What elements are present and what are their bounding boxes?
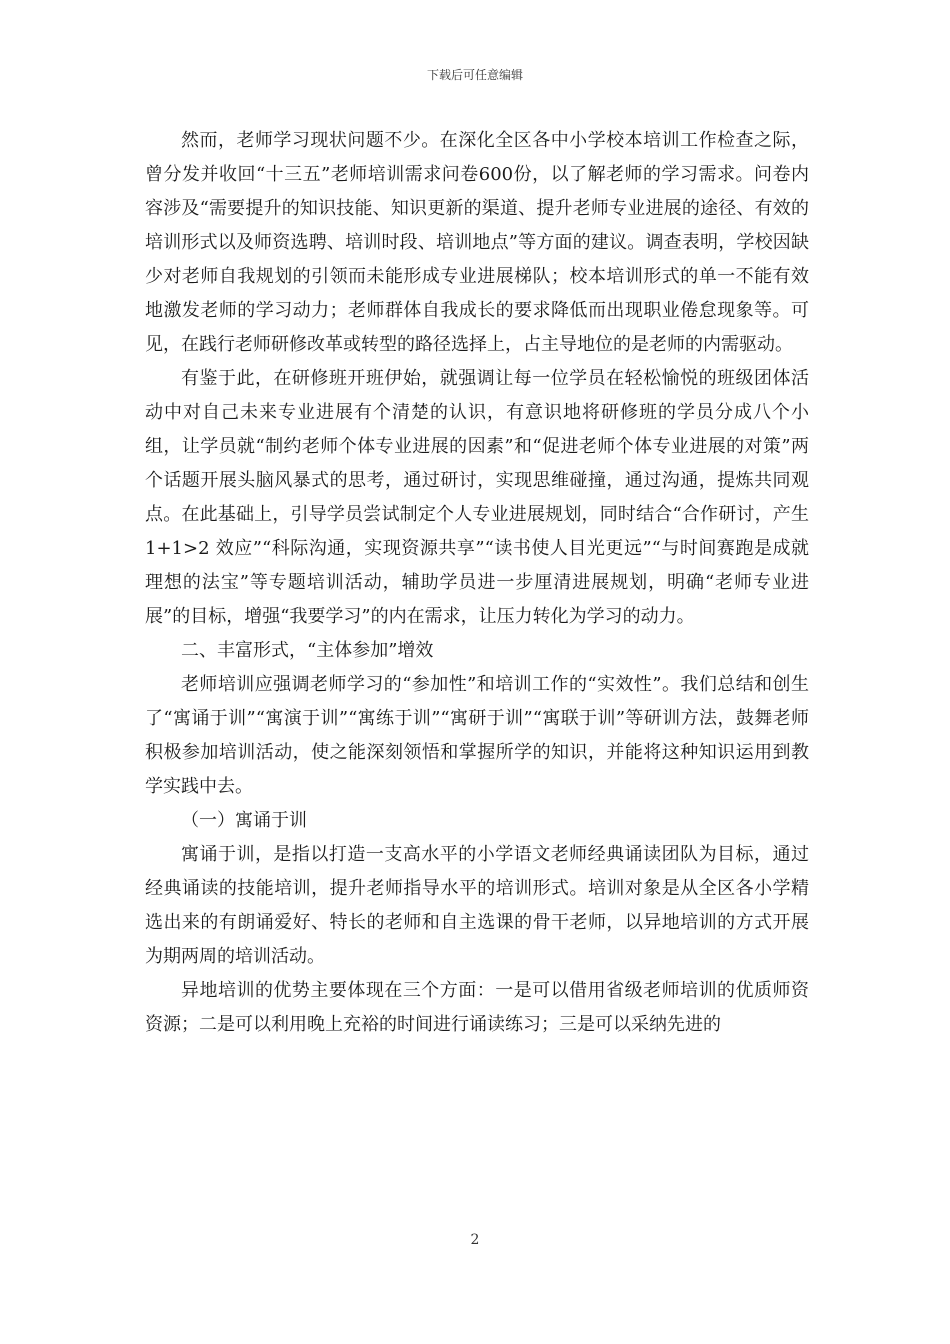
body-paragraph: 老师培训应强调老师学习的“参加性”和培训工作的“实效性”。我们总结和创生了“寓诵于训”“寓演于训”“寓练于训”“寓研于训”“寓联于训”等研训方法，鼓舞老师积极参加培训活动，使之能深刻领悟和掌握所学的知识，并能将这种知识运用到教学实践中去。 [145, 674, 809, 797]
subsection-heading: （一）寓诵于训 [181, 810, 307, 831]
page-header-note: 下载后可任意编辑 [426, 68, 523, 82]
document-body [145, 124, 809, 1042]
body-paragraph: 异地培训的优势主要体现在三个方面：一是可以借用省级老师培训的优质师资资源；二是可以利用晚上充裕的时间进行诵读练习；三是可以采纳先进的 [145, 980, 809, 1035]
page-number: 2 [470, 1232, 480, 1248]
body-paragraph: 寓诵于训，是指以打造一支高水平的小学语文老师经典诵读团队为目标，通过经典诵读的技能培训，提升老师指导水平的培训形式。培训对象是从全区各小学精选出来的有朗诵爱好、特长的老师和自主选课的骨干老师，以异地培训的方式开展为期两周的培训活动。 [145, 844, 809, 967]
body-paragraph: 然而，老师学习现状问题不少。在深化全区各中小学校本培训工作检查之际，曾分发并收回“十三五”老师培训需求问卷600份，以了解老师的学习需求。问卷内容涉及“需要提升的知识技能、知识更新的渠道、提升老师专业进展的途径、有效的培训形式以及师资选聘、培训时段、培训地点”等方面的建议。调查表明，学校因缺少对老师自我规划的引领而未能形成专业进展梯队；校本培训形式的单一不能有效地激发老师的学习动力；老师群体自我成长的要求降低而出现职业倦怠现象等。可见，在践行老师研修改革或转型的路径选择上，占主导地位的是老师的内需驱动。 [145, 130, 809, 355]
body-paragraph: 有鉴于此，在研修班开班伊始，就强调让每一位学员在轻松愉悦的班级团体活动中对自己未来专业进展有个清楚的认识，有意识地将研修班的学员分成八个小组，让学员就“制约老师个体专业进展的因素”和“促进老师个体专业进展的对策”两个话题开展头脑风暴式的思考，通过研讨，实现思维碰撞，通过沟通，提炼共同观点。在此基础上，引导学员尝试制定个人专业进展规划，同时结合“合作研讨，产生 1+1>2 效应”“科际沟通，实现资源共享”“读书使人目光更远”“与时间赛跑是成就理想的法宝”等专题培训活动，辅助学员进一步厘清进展规划，明确“老师专业进展”的目标，增强“我要学习”的内在需求，让压力转化为学习的动力。 [145, 368, 809, 627]
section-heading: 二、丰富形式，“主体参加”增效 [181, 640, 434, 661]
